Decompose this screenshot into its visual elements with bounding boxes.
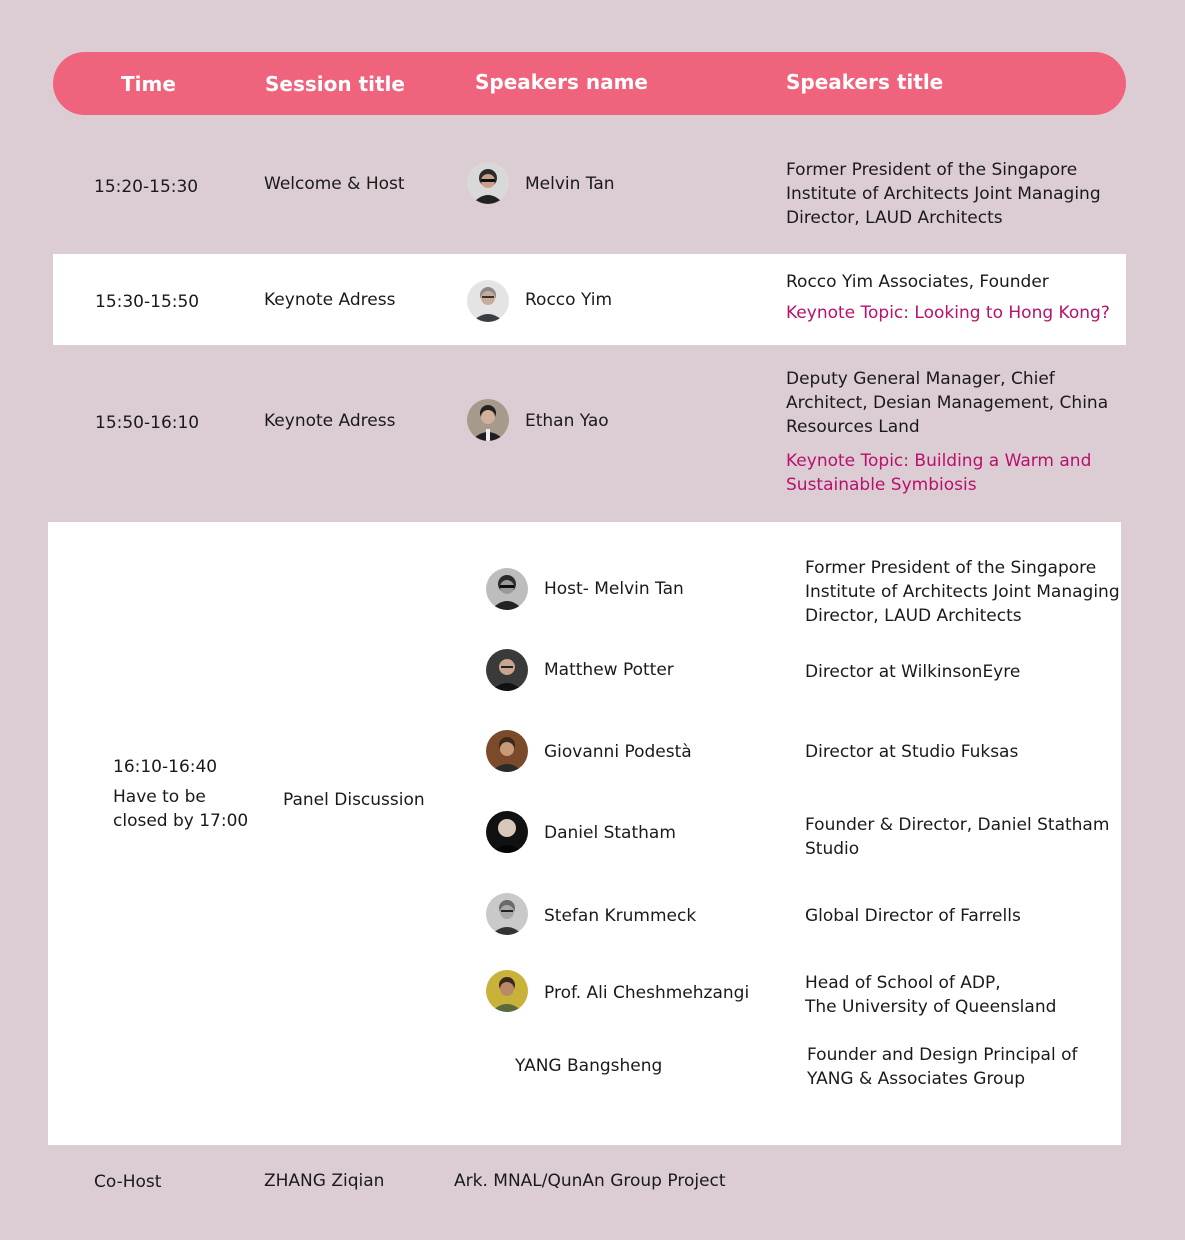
panel-speaker-5-name: Stefan Krummeck <box>544 906 697 926</box>
row-2-time: 15:30-15:50 <box>95 292 200 312</box>
panel-speaker-6-name: Prof. Ali Cheshmehzangi <box>544 983 750 1003</box>
avatar-rocco-yim <box>467 280 509 322</box>
row-2-title: Rocco Yim Associates, Founder <box>786 272 1049 292</box>
row-3-session: Keynote Adress <box>264 411 396 431</box>
avatar-host-melvin-tan <box>486 568 528 610</box>
row-1-time: 15:20-15:30 <box>94 177 199 197</box>
cohost-label: Co-Host <box>94 1172 162 1192</box>
panel-speaker-2-name: Matthew Potter <box>544 660 674 680</box>
avatar-ethan-yao <box>467 399 509 441</box>
row-2-session: Keynote Adress <box>264 290 396 310</box>
panel-speaker-4-title: Founder & Director, Daniel Statham Studio <box>805 815 1110 859</box>
panel-session: Panel Discussion <box>283 790 425 810</box>
cohost-org: Ark. MNAL/QunAn Group Project <box>454 1171 726 1191</box>
panel-speaker-4-name: Daniel Statham <box>544 823 676 843</box>
row-2-speaker: Rocco Yim <box>525 290 613 310</box>
panel-speaker-2-title: Director at WilkinsonEyre <box>805 662 1021 682</box>
panel-speaker-1-title: Former President of the Singapore Institute of Architects Joint Managing Director, LAUD Architects <box>805 558 1120 626</box>
header-speakers-title: Speakers title <box>786 70 944 94</box>
avatar-ali-cheshmehzangi <box>486 970 528 1012</box>
panel-speaker-6-title-line1: Head of School of ADP, <box>805 973 1001 993</box>
header-speakers-name: Speakers name <box>475 70 648 94</box>
avatar-melvin-tan <box>467 162 509 204</box>
avatar-giovanni-podesta <box>486 730 528 772</box>
panel-speaker-3-title: Director at Studio Fuksas <box>805 742 1019 762</box>
avatar-stefan-krummeck <box>486 893 528 935</box>
row-1-session: Welcome & Host <box>264 174 405 194</box>
header-time: Time <box>121 72 176 96</box>
panel-speaker-1-name: Host- Melvin Tan <box>544 579 684 599</box>
panel-speaker-7-title: Founder and Design Principal of YANG & Associates Group <box>807 1045 1078 1089</box>
avatar-daniel-statham <box>486 811 528 853</box>
row-1-title: Former President of the Singapore Institute of Architects Joint Managing Director, LAUD Architects <box>786 160 1101 228</box>
panel-speaker-3-name: Giovanni Podestà <box>544 742 692 762</box>
avatar-matthew-potter <box>486 649 528 691</box>
panel-speaker-7-name: YANG Bangsheng <box>515 1056 663 1076</box>
panel-speaker-5-title: Global Director of Farrells <box>805 906 1021 926</box>
cohost-name: ZHANG Ziqian <box>264 1171 385 1191</box>
panel-speaker-6-title-line2: The University of Queensland <box>805 997 1057 1017</box>
panel-note: Have to be closed by 17:00 <box>113 787 249 831</box>
row-1-speaker: Melvin Tan <box>525 174 615 194</box>
row-3-topic: Keynote Topic: Building a Warm and Sustainable Symbiosis <box>786 451 1092 495</box>
row-3-title: Deputy General Manager, Chief Architect, Desian Management, China Resources Land <box>786 369 1109 437</box>
row-3-speaker: Ethan Yao <box>525 411 609 431</box>
row-3-time: 15:50-16:10 <box>95 413 200 433</box>
panel-time: 16:10-16:40 <box>113 757 218 777</box>
row-2-topic: Keynote Topic: Looking to Hong Kong? <box>786 303 1110 323</box>
header-session-title: Session title <box>265 72 405 96</box>
